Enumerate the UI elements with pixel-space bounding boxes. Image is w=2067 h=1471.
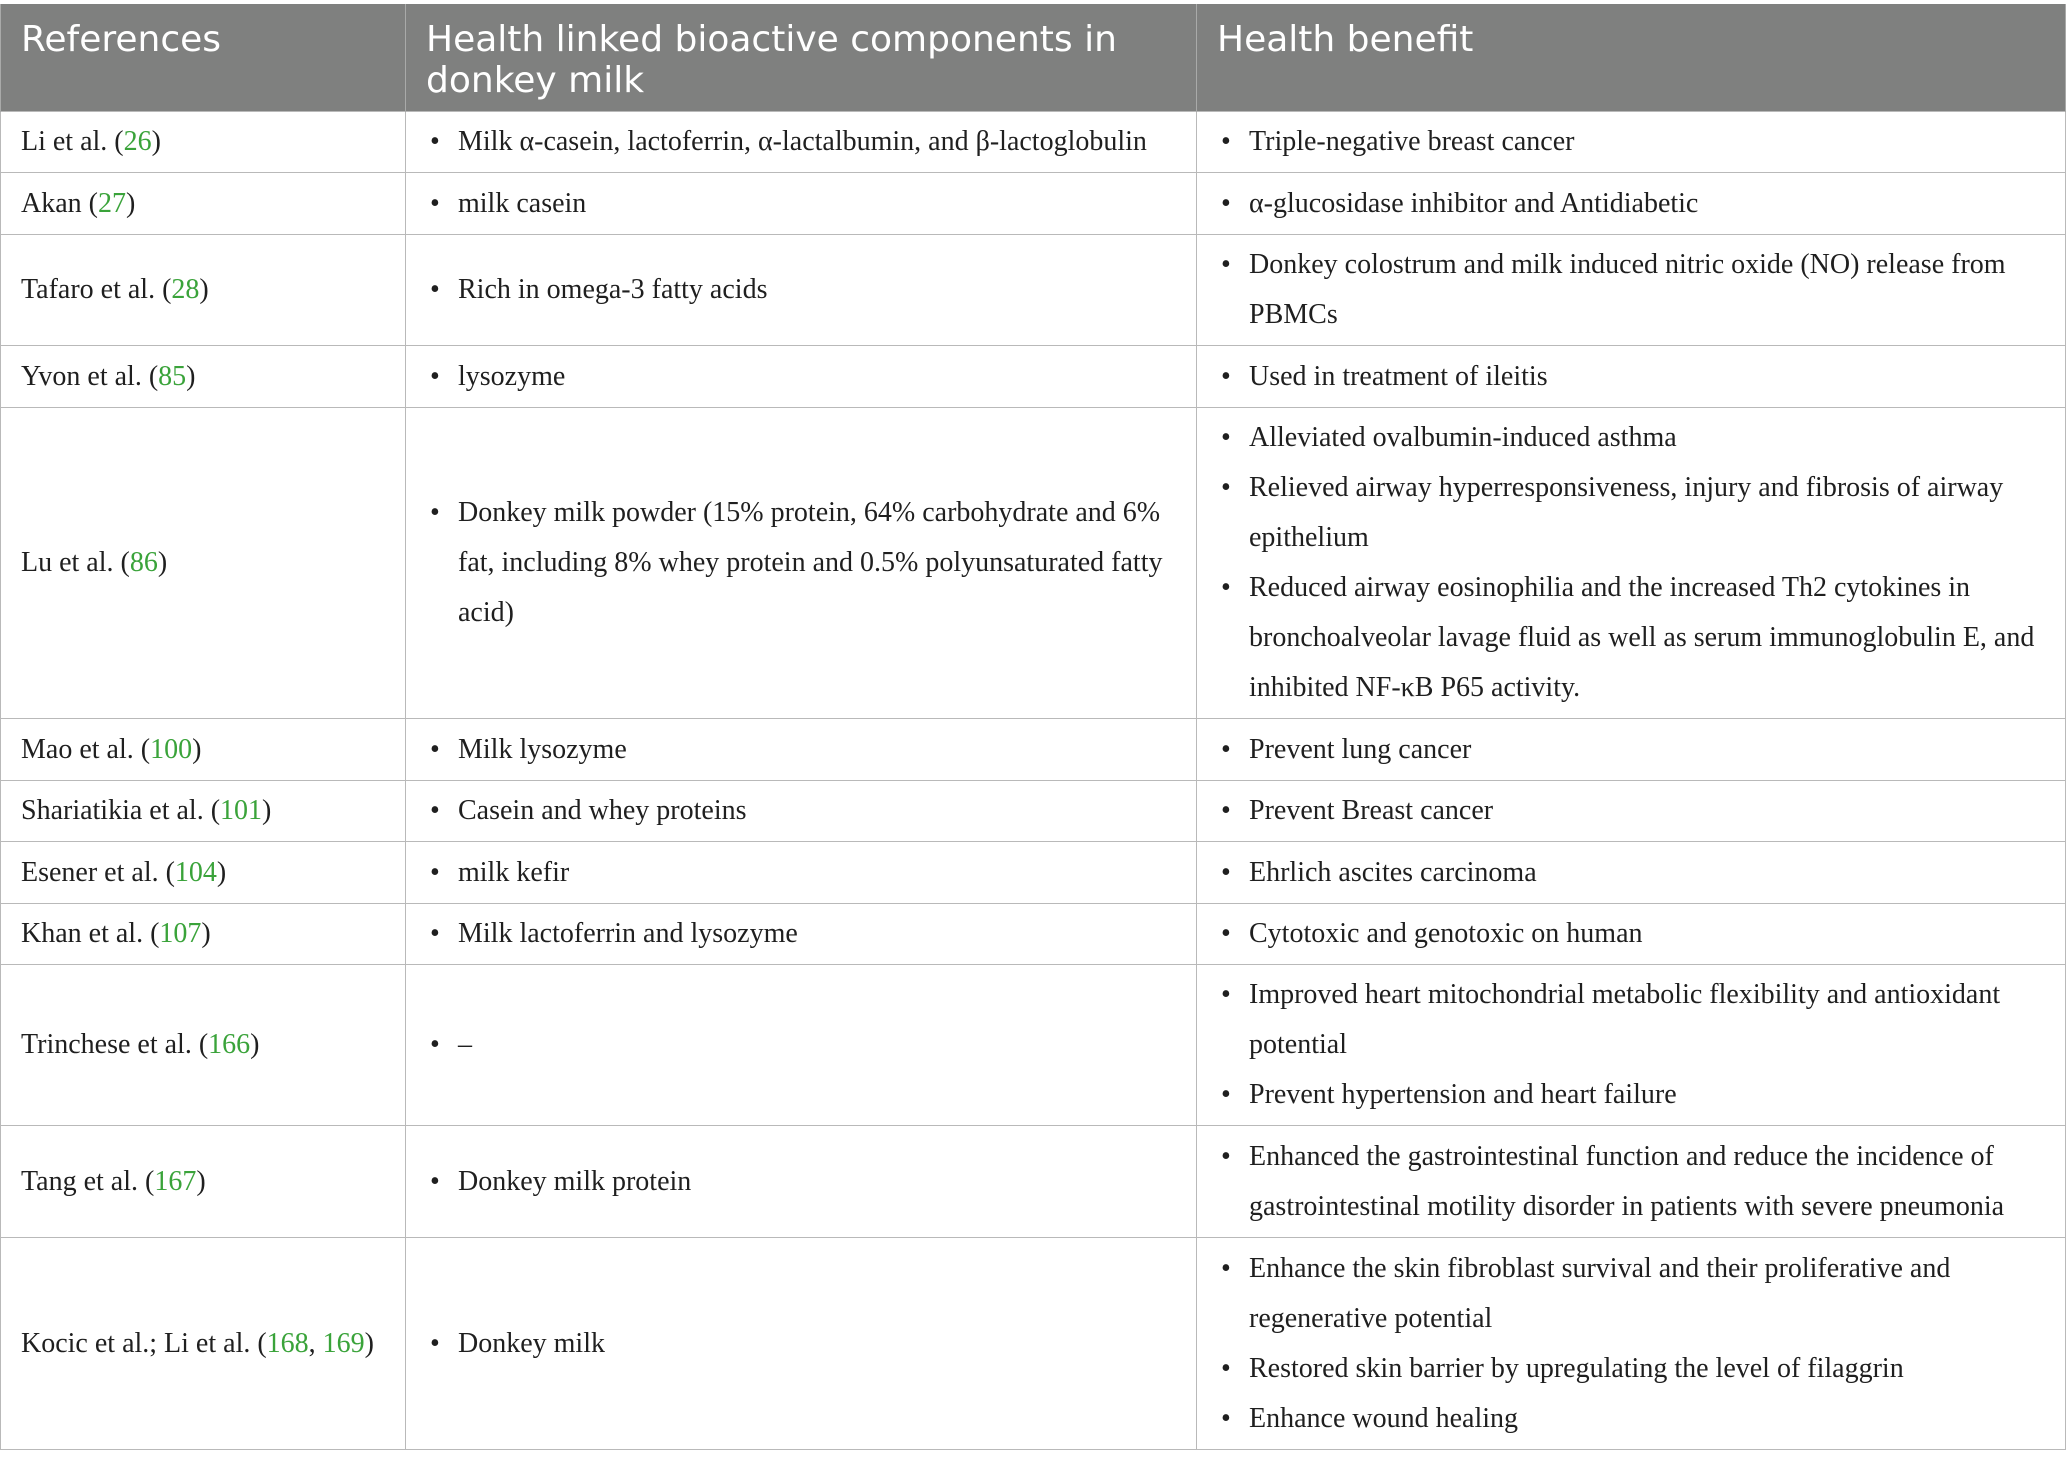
benefits-cell: [1197, 346, 2066, 408]
bullet-icon: •: [1221, 1079, 1231, 1110]
reference-cell: [1, 408, 406, 719]
reference-close: ): [157, 547, 168, 578]
table-row: [1, 173, 2066, 235]
bullet-icon: •: [1221, 1252, 1231, 1284]
bullet-icon: •: [1221, 1140, 1231, 1172]
reference-cell: [1, 719, 406, 781]
component-text: Milk α-casein, lactoferrin, α-lactalbumin, and β-lactoglobulin: [458, 126, 1147, 157]
bullet-icon: •: [430, 733, 440, 765]
benefit-text: Used in treatment of ileitis: [1249, 360, 1548, 392]
benefit-text: Cytotoxic and genotoxic on human: [1249, 918, 1643, 949]
bullet-icon: •: [1221, 572, 1231, 603]
citation-link[interactable]: 104: [174, 856, 217, 888]
components-list: [426, 1157, 1176, 1207]
list-item: [426, 352, 1176, 402]
benefits-list: [1217, 352, 2045, 402]
list-item: [1217, 848, 2045, 898]
bullet-icon: •: [430, 856, 440, 888]
benefit-text: Alleviated ovalbumin-induced asthma: [1249, 422, 1677, 453]
reference-cell: [1, 112, 406, 173]
citation-link[interactable]: 101: [220, 795, 263, 826]
table-row: [1, 719, 2066, 781]
reference-close: ): [186, 360, 196, 392]
list-item: [426, 909, 1176, 959]
table-row: [1, 346, 2066, 408]
bullet-icon: •: [1221, 422, 1231, 453]
benefits-list: [1217, 848, 2045, 898]
bullet-icon: •: [430, 497, 440, 528]
list-item: [1217, 413, 2045, 463]
benefits-cell: [1197, 1126, 2066, 1238]
reference-cell: [1, 781, 406, 842]
list-item: [1217, 563, 2045, 713]
components-cell: [406, 965, 1197, 1126]
reference-cell: [1, 235, 406, 346]
list-item: [1217, 1132, 2045, 1232]
benefit-text: Reduced airway eosinophilia and the increased Th2 cytokines in bronchoalveolar lavage fluid as well as serum immunoglobulin E, and inhibited NF-κB P65 activity.: [1249, 572, 2035, 703]
components-list: [426, 1319, 1176, 1369]
benefits-cell: [1197, 842, 2066, 904]
reference-close: ): [196, 1165, 206, 1197]
component-text: –: [458, 1029, 472, 1060]
reference-authors: Lu et al. (: [21, 547, 130, 578]
reference-close: ): [216, 856, 227, 888]
bullet-icon: •: [430, 187, 440, 219]
benefit-text: Donkey colostrum and milk induced nitric oxide (NO) release from PBMCs: [1249, 249, 2006, 330]
benefits-cell: [1197, 781, 2066, 842]
citation-link[interactable]: 86: [129, 547, 158, 578]
reference-close: ): [250, 1029, 260, 1060]
reference-close: ): [199, 274, 209, 305]
reference-authors: Kocic et al.; Li et al. (: [21, 1327, 267, 1359]
bullet-icon: •: [430, 1327, 440, 1359]
reference-close: ): [262, 795, 272, 826]
list-item: [426, 179, 1176, 229]
bullet-icon: •: [430, 360, 440, 392]
header-components: Health linked bioactive components in donkey milk: [406, 4, 1197, 112]
list-item: [1217, 970, 2045, 1070]
benefits-cell: [1197, 1238, 2066, 1450]
list-item: [1217, 463, 2045, 563]
reference-authors: Tafaro et al. (: [21, 274, 172, 305]
list-item: [426, 1020, 1176, 1070]
list-item: [1217, 240, 2045, 340]
table-row: [1, 408, 2066, 719]
bullet-icon: •: [430, 1029, 440, 1060]
bullet-icon: •: [1221, 856, 1231, 888]
list-item: [1217, 117, 2045, 167]
citation-link[interactable]: 107: [159, 918, 202, 949]
table-row: [1, 965, 2066, 1126]
reference-authors: Khan et al. (: [21, 918, 160, 949]
list-item: [1217, 1070, 2045, 1120]
bullet-icon: •: [430, 918, 440, 949]
citation-link[interactable]: 100: [150, 733, 193, 765]
reference-cell: [1, 965, 406, 1126]
citation-link[interactable]: 167: [154, 1165, 197, 1197]
table-row: [1, 1238, 2066, 1450]
component-text: Milk lysozyme: [458, 733, 627, 765]
reference-cell: [1, 904, 406, 965]
table-header-row: [1, 4, 2066, 112]
components-cell: [406, 173, 1197, 235]
benefit-text: Prevent lung cancer: [1249, 733, 1472, 765]
reference-authors: Trinchese et al. (: [21, 1029, 209, 1060]
benefits-cell: [1197, 719, 2066, 781]
list-item: [1217, 786, 2045, 836]
list-item: [426, 725, 1176, 775]
table-row: [1, 904, 2066, 965]
bullet-icon: •: [430, 126, 440, 157]
bullet-icon: •: [1221, 1402, 1231, 1434]
list-item: [426, 488, 1176, 638]
citation-separator: ,: [308, 1327, 323, 1359]
table-row: [1, 235, 2066, 346]
bullet-icon: •: [430, 274, 440, 305]
list-item: [1217, 1344, 2045, 1394]
component-text: Donkey milk powder (15% protein, 64% carbohydrate and 6% fat, including 8% whey protein and 0.5% polyunsaturated fatty acid): [458, 497, 1163, 628]
components-list: [426, 488, 1176, 638]
reference-cell: [1, 1238, 406, 1450]
table-row: [1, 842, 2066, 904]
components-list: [426, 352, 1176, 402]
bullet-icon: •: [1221, 1352, 1231, 1384]
benefit-text: Triple-negative breast cancer: [1249, 126, 1575, 157]
benefit-text: Prevent hypertension and heart failure: [1249, 1079, 1677, 1110]
components-cell: [406, 1126, 1197, 1238]
component-text: milk kefir: [458, 856, 570, 888]
benefits-list: [1217, 1132, 2045, 1232]
list-item: [1217, 1394, 2045, 1444]
benefit-text: Restored skin barrier by upregulating the level of filaggrin: [1249, 1352, 1904, 1384]
bullet-icon: •: [1221, 795, 1231, 826]
component-text: Donkey milk: [458, 1327, 605, 1359]
benefit-text: Relieved airway hyperresponsiveness, injury and fibrosis of airway epithelium: [1249, 472, 2004, 553]
reference-close: ): [201, 918, 211, 949]
components-list: [426, 848, 1176, 898]
reference-close: ): [151, 126, 161, 157]
reference-authors: Mao et al. (: [21, 733, 151, 765]
reference-authors: Tang et al. (: [21, 1165, 155, 1197]
citation-link[interactable]: 85: [158, 360, 187, 392]
component-text: lysozyme: [458, 360, 566, 392]
components-list: [426, 179, 1176, 229]
benefits-list: [1217, 725, 2045, 775]
bullet-icon: •: [1221, 979, 1231, 1010]
benefits-cell: [1197, 965, 2066, 1126]
bioactive-components-table: [0, 4, 2066, 1450]
reference-close: ): [192, 733, 202, 765]
component-text: Casein and whey proteins: [458, 795, 747, 826]
benefit-text: Enhance wound healing: [1249, 1402, 1519, 1434]
reference-cell: [1, 173, 406, 235]
reference-authors: Esener et al. (: [21, 856, 175, 888]
components-cell: [406, 842, 1197, 904]
bullet-icon: •: [1221, 126, 1231, 157]
list-item: [426, 117, 1176, 167]
list-item: [426, 786, 1176, 836]
header-references: References: [1, 4, 406, 112]
benefits-cell: [1197, 173, 2066, 235]
benefits-list: [1217, 413, 2045, 713]
benefits-list: [1217, 179, 2045, 229]
bullet-icon: •: [1221, 187, 1231, 219]
components-cell: [406, 781, 1197, 842]
list-item: [426, 265, 1176, 315]
components-list: [426, 117, 1176, 167]
benefits-list: [1217, 240, 2045, 340]
bullet-icon: •: [430, 1165, 440, 1197]
components-cell: [406, 346, 1197, 408]
components-cell: [406, 408, 1197, 719]
benefit-text: α-glucosidase inhibitor and Antidiabetic: [1249, 187, 1699, 219]
benefits-cell: [1197, 235, 2066, 346]
citation-link[interactable]: 27: [97, 187, 126, 219]
citation-link[interactable]: 168: [266, 1327, 309, 1359]
list-item: [426, 848, 1176, 898]
component-text: milk casein: [458, 187, 587, 219]
citation-link[interactable]: 169: [322, 1327, 365, 1359]
benefit-text: Improved heart mitochondrial metabolic flexibility and antioxidant potential: [1249, 979, 2001, 1060]
benefits-list: [1217, 970, 2045, 1120]
list-item: [1217, 725, 2045, 775]
reference-authors: Li et al. (: [21, 126, 124, 157]
components-list: [426, 1020, 1176, 1070]
components-list: [426, 909, 1176, 959]
header-benefit: Health benefit: [1197, 4, 2066, 112]
reference-close: ): [125, 187, 136, 219]
benefits-cell: [1197, 904, 2066, 965]
reference-cell: [1, 1126, 406, 1238]
components-cell: [406, 1238, 1197, 1450]
reference-cell: [1, 842, 406, 904]
benefits-list: [1217, 909, 2045, 959]
bullet-icon: •: [1221, 472, 1231, 503]
bullet-icon: •: [1221, 918, 1231, 949]
table-row: [1, 1126, 2066, 1238]
list-item: [1217, 1244, 2045, 1344]
benefits-list: [1217, 117, 2045, 167]
bullet-icon: •: [430, 795, 440, 826]
components-cell: [406, 719, 1197, 781]
bullet-icon: •: [1221, 249, 1231, 280]
benefit-text: Enhance the skin fibroblast survival and their proliferative and regenerative potential: [1249, 1252, 1951, 1334]
reference-authors: Yvon et al. (: [21, 360, 159, 392]
components-list: [426, 786, 1176, 836]
reference-cell: [1, 346, 406, 408]
components-cell: [406, 235, 1197, 346]
list-item: [426, 1319, 1176, 1369]
citation-link[interactable]: 28: [171, 274, 200, 305]
list-item: [426, 1157, 1176, 1207]
citation-link[interactable]: 166: [208, 1029, 251, 1060]
table-row: [1, 112, 2066, 173]
list-item: [1217, 179, 2045, 229]
reference-authors: Akan (: [21, 187, 98, 219]
reference-close: ): [364, 1327, 374, 1359]
benefits-list: [1217, 1244, 2045, 1444]
benefits-list: [1217, 786, 2045, 836]
list-item: [1217, 909, 2045, 959]
bullet-icon: •: [1221, 733, 1231, 765]
components-list: [426, 265, 1176, 315]
component-text: Donkey milk protein: [458, 1165, 692, 1197]
component-text: Milk lactoferrin and lysozyme: [458, 918, 798, 949]
benefits-cell: [1197, 112, 2066, 173]
bullet-icon: •: [1221, 360, 1231, 392]
benefit-text: Ehrlich ascites carcinoma: [1249, 856, 1537, 888]
component-text: Rich in omega-3 fatty acids: [458, 274, 768, 305]
benefit-text: Prevent Breast cancer: [1249, 795, 1494, 826]
table-row: [1, 781, 2066, 842]
benefit-text: Enhanced the gastrointestinal function and reduce the incidence of gastrointestinal motility disorder in patients with severe pneumonia: [1249, 1140, 2005, 1222]
components-cell: [406, 112, 1197, 173]
benefits-cell: [1197, 408, 2066, 719]
reference-authors: Shariatikia et al. (: [21, 795, 221, 826]
list-item: [1217, 352, 2045, 402]
citation-link[interactable]: 26: [123, 126, 152, 157]
components-cell: [406, 904, 1197, 965]
components-list: [426, 725, 1176, 775]
